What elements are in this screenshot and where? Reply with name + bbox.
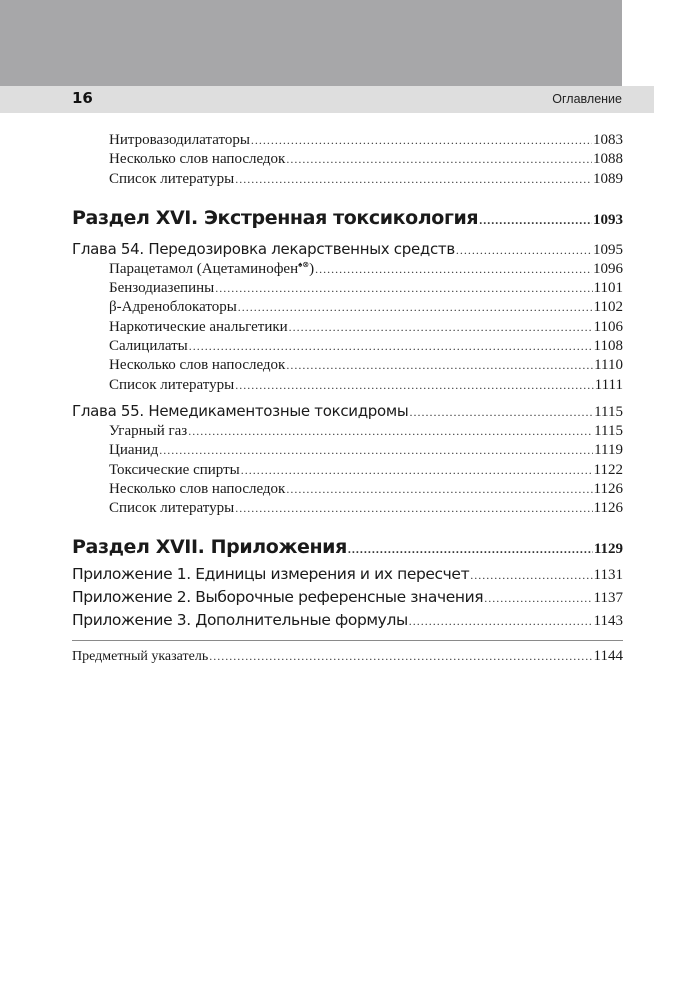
toc-entry-page: 1122 xyxy=(593,461,623,478)
dot-leader xyxy=(286,150,592,169)
appendix-page: 1143 xyxy=(593,613,623,630)
index-title: Предметный указатель xyxy=(72,649,209,665)
dot-leader xyxy=(235,499,592,518)
toc-entry-page: 1110 xyxy=(594,357,623,374)
dot-leader xyxy=(470,564,592,587)
dot-leader xyxy=(479,205,592,235)
dot-leader xyxy=(215,279,592,298)
dot-leader xyxy=(315,260,592,279)
toc-entry[interactable] xyxy=(72,461,623,480)
dot-leader xyxy=(286,480,592,499)
table-of-contents xyxy=(72,131,623,666)
toc-entry-page: 1106 xyxy=(593,318,623,335)
toc-entry-page: 1119 xyxy=(594,442,623,459)
toc-entry[interactable] xyxy=(72,441,623,460)
toc-entry-title: Угарный газ xyxy=(109,422,188,439)
toc-entry-title: Список литературы xyxy=(109,170,235,187)
section-title: Раздел XVII. Приложения xyxy=(72,536,347,559)
section-page: 1129 xyxy=(593,541,623,558)
toc-entry-title: Бензодиазепины xyxy=(109,280,215,297)
toc-entry[interactable] xyxy=(72,480,623,499)
toc-entry-title: Несколько слов напоследок xyxy=(109,151,286,168)
toc-entry-title: β-Адреноблокаторы xyxy=(109,299,237,316)
divider xyxy=(72,640,623,641)
toc-entry[interactable] xyxy=(72,376,623,395)
dot-leader xyxy=(238,298,593,317)
appendix-title: Приложение 2. Выборочные референсные значения xyxy=(72,588,484,607)
toc-entry-page: 1102 xyxy=(593,299,623,316)
toc-appendix-2[interactable] xyxy=(72,586,623,609)
dot-leader xyxy=(188,422,593,441)
dot-leader xyxy=(289,318,593,337)
toc-entry-page: 1126 xyxy=(593,500,623,517)
toc-entry-title: Наркотические анальгетики xyxy=(109,318,288,335)
toc-section-17[interactable] xyxy=(72,532,623,562)
chapter-page: 1115 xyxy=(594,403,623,420)
toc-entry-page: 1108 xyxy=(593,338,623,355)
toc-entry-page: 1126 xyxy=(593,480,623,497)
chapter-title: Глава 54. Передозировка лекарственных средств xyxy=(72,239,455,258)
appendix-page: 1137 xyxy=(593,590,623,607)
toc-entry-title: Салицилаты xyxy=(109,338,188,355)
toc-entry-page: 1089 xyxy=(593,170,623,187)
toc-entry[interactable] xyxy=(72,298,623,317)
appendix-title: Приложение 1. Единицы измерения и их пересчет xyxy=(72,565,470,584)
dot-leader xyxy=(348,534,593,564)
toc-appendix-1[interactable] xyxy=(72,563,623,586)
dot-leader xyxy=(484,587,592,610)
top-gray-band xyxy=(0,0,622,86)
dot-leader xyxy=(235,170,592,189)
toc-entry-title: Список литературы xyxy=(109,500,235,517)
toc-entry-title: Список литературы xyxy=(109,376,235,393)
dot-leader xyxy=(189,337,593,356)
dot-leader xyxy=(456,240,592,261)
chapter-title: Глава 55. Немедикаментозные токсидромы xyxy=(72,401,409,420)
appendix-page: 1131 xyxy=(593,567,623,584)
toc-entry-title: Несколько слов напоследок xyxy=(109,480,286,497)
toc-entry[interactable] xyxy=(72,318,623,337)
appendix-title: Приложение 3. Дополнительные формулы xyxy=(72,611,408,630)
toc-section-16[interactable] xyxy=(72,203,623,233)
toc-entry-page: 1088 xyxy=(593,151,623,168)
toc-entry[interactable] xyxy=(72,499,623,518)
dot-leader xyxy=(159,441,593,460)
toc-entry-title: Несколько слов напоследок xyxy=(109,357,286,374)
toc-entry[interactable] xyxy=(72,337,623,356)
dot-leader xyxy=(286,356,593,375)
section-page: 1093 xyxy=(593,211,623,228)
page-number: 16 xyxy=(72,89,93,107)
dot-leader xyxy=(235,376,593,395)
toc-entry[interactable] xyxy=(72,170,623,189)
toc-entry[interactable] xyxy=(72,131,623,150)
toc-entry-title: Цианид xyxy=(109,442,159,459)
toc-entry[interactable] xyxy=(72,279,623,298)
section-title: Раздел XVI. Экстренная токсикология xyxy=(72,206,479,229)
dot-leader xyxy=(251,131,592,150)
dot-leader xyxy=(409,610,593,633)
dot-leader xyxy=(209,647,592,666)
toc-entry[interactable] xyxy=(72,150,623,169)
toc-subject-index[interactable] xyxy=(72,647,623,666)
dot-leader xyxy=(241,461,593,480)
index-page: 1144 xyxy=(593,648,623,665)
drug-marks-icon: ♠⊗ xyxy=(298,259,310,269)
running-title: Оглавление xyxy=(552,92,622,106)
chapter-page: 1095 xyxy=(593,241,623,258)
toc-chapter-54[interactable] xyxy=(72,239,623,260)
toc-entry-page: 1111 xyxy=(594,376,623,393)
toc-entry-page: 1101 xyxy=(593,280,623,297)
toc-appendix-3[interactable] xyxy=(72,609,623,632)
toc-entry[interactable] xyxy=(72,422,623,441)
toc-entry[interactable] xyxy=(72,260,623,279)
toc-entry-page: 1096 xyxy=(593,260,623,277)
toc-entry-title: Нитровазодилататоры xyxy=(109,132,250,148)
dot-leader xyxy=(409,402,593,423)
toc-chapter-55[interactable] xyxy=(72,401,623,422)
toc-entry[interactable] xyxy=(72,356,623,375)
toc-entry-page: 1115 xyxy=(594,422,623,439)
toc-entry-page: 1083 xyxy=(593,132,623,148)
toc-entry-title: Парацетамол (Ацетаминофен♠⊗) xyxy=(109,259,315,277)
toc-entry-title: Токсические спирты xyxy=(109,461,240,478)
